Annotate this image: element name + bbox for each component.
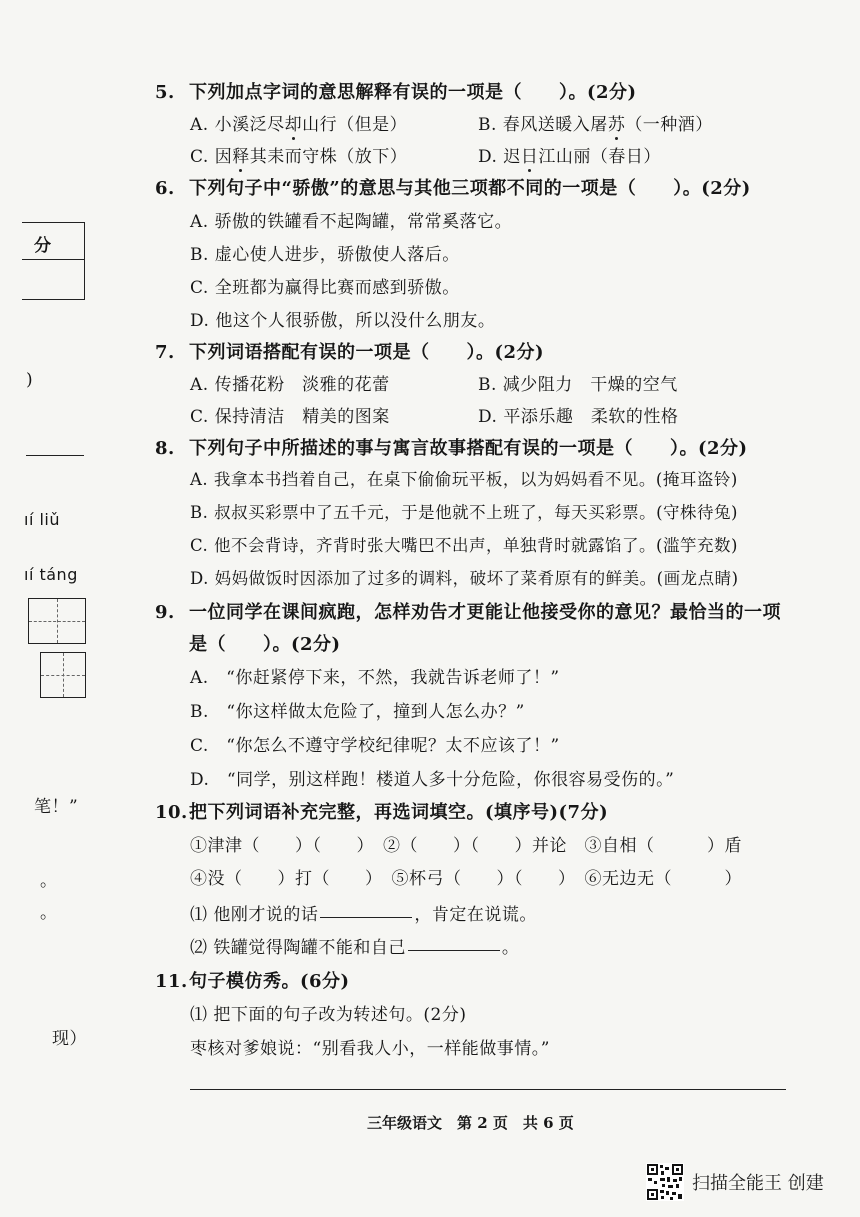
question-11-stem: 句子模仿秀。(6分): [189, 971, 350, 992]
q6-option-d: D. 他这个人很骄傲，所以没什么朋友。: [190, 311, 496, 331]
question-10-stem: 把下列词语补充完整，再选词填空。(填序号)(7分): [189, 802, 609, 823]
score-divider: [22, 259, 84, 260]
question-11-number: 11.: [155, 971, 188, 992]
q10-sentence-1: ⑴ 他刚才说的话 ，肯定在说谎。: [190, 905, 537, 925]
margin-pinyin-1: ıí liǔ: [24, 510, 61, 529]
question-5-number: 5.: [155, 82, 175, 103]
dotted-char: 苏: [607, 115, 626, 135]
q11-sentence: 枣核对爹娘说：“别看我人小，一样能做事情。”: [190, 1039, 550, 1059]
margin-period-1: 。: [40, 871, 58, 891]
question-7-stem: 下列词语搭配有误的一项是（ ）。(2分): [189, 342, 545, 363]
writing-grid-1: [28, 598, 86, 644]
question-9-stem-2: 是（ ）。(2分): [189, 634, 341, 655]
score-box: [22, 222, 85, 300]
question-9: [155, 598, 781, 624]
scanner-watermark: [646, 1163, 824, 1201]
question-6-number: 6.: [155, 178, 175, 199]
score-label: 分: [34, 236, 51, 256]
question-5-stem: 下列加点字词的意思解释有误的一项是（ ）。(2分): [189, 82, 637, 103]
q10-words-row-2: ④没（ ）打（ ） ⑤杯弓（ ）（ ） ⑥无边无（ ）: [190, 869, 742, 889]
qr-code-icon: [646, 1163, 684, 1201]
question-10-number: 10.: [155, 802, 188, 823]
q10-words-row-1: ①津津（ ）（ ） ②（ ）（ ）并论 ③自相（ ）盾: [190, 836, 742, 856]
q9-option-d: D. “同学，别这样跑！楼道人多十分危险，你很容易受伤的。”: [190, 770, 675, 790]
question-6-stem: 下列句子中“骄傲”的意思与其他三项都不同的一项是（ ）。(2分): [189, 178, 751, 199]
q6-option-c: C. 全班都为赢得比赛而感到骄傲。: [190, 278, 460, 298]
margin-period-2: 。: [40, 903, 58, 923]
margin-paren: ): [26, 370, 34, 390]
margin-text-bi: 笔！”: [34, 797, 79, 817]
question-5: [155, 78, 637, 104]
answer-blank[interactable]: [408, 949, 500, 951]
q7-option-b: B. 减少阻力 干燥的空气: [478, 375, 678, 395]
question-8-stem: 下列句子中所描述的事与寓言故事搭配有误的一项是（ ）。(2分): [189, 438, 748, 459]
question-7: [155, 338, 544, 364]
watermark-text: 扫描全能王 创建: [692, 1173, 824, 1194]
question-8-number: 8.: [155, 438, 175, 459]
question-10: [155, 798, 608, 824]
q11-sub-1: ⑴ 把下面的句子改为转述句。(2分): [190, 1005, 467, 1025]
q7-option-a: A. 传播花粉 淡雅的花蕾: [190, 375, 390, 395]
answer-blank[interactable]: [320, 916, 412, 918]
q8-option-b: B. 叔叔买彩票中了五千元，于是他就不上班了，每天买彩票。(守株待兔): [190, 503, 738, 522]
question-9-number: 9.: [155, 602, 175, 623]
dotted-char: 却: [284, 115, 303, 135]
q5-option-a: A. 小溪泛尽却山行（但是）: [190, 115, 408, 135]
q6-option-b: B. 虚心使人进步，骄傲使人落后。: [190, 245, 460, 265]
q8-option-a: A. 我拿本书挡着自己，在桌下偷偷玩平板，以为妈妈看不见。(掩耳盗铃): [190, 470, 738, 489]
margin-line: [26, 455, 84, 456]
question-11: [155, 967, 350, 993]
q5-option-c: C. 因释其耒而守株（放下）: [190, 147, 408, 167]
question-8: [155, 434, 748, 460]
question-7-number: 7.: [155, 342, 175, 363]
dotted-char: 日: [520, 147, 539, 167]
q9-option-b: B. “你这样做太危险了，撞到人怎么办？”: [190, 702, 525, 722]
question-9-stem-1: 一位同学在课间疯跑，怎样劝告才更能让他接受你的意见？最恰当的一项: [189, 602, 781, 623]
margin-pinyin-2: ıí táng: [24, 565, 78, 584]
page-footer: 三年级语文 第 2 页 共 6 页: [367, 1114, 574, 1132]
margin-text-xian: 现）: [52, 1029, 87, 1049]
q8-option-c: C. 他不会背诗，齐背时张大嘴巴不出声，单独背时就露馅了。(滥竽充数): [190, 536, 738, 555]
q8-option-d: D. 妈妈做饭时因添加了过多的调料，破坏了菜肴原有的鲜美。(画龙点睛): [190, 569, 739, 588]
q10-sentence-2: ⑵ 铁罐觉得陶罐不能和自己 。: [190, 938, 520, 958]
q7-option-c: C. 保持清洁 精美的图案: [190, 407, 390, 427]
question-6: [155, 174, 751, 200]
q5-option-d: D. 迟日江山丽（春日）: [478, 147, 661, 167]
q6-option-a: A. 骄傲的铁罐看不起陶罐，常常奚落它。: [190, 212, 513, 232]
q7-option-d: D. 平添乐趣 柔软的性格: [478, 407, 679, 427]
writing-grid-2: [40, 652, 86, 698]
q9-option-a: A. “你赶紧停下来，不然，我就告诉老师了！”: [190, 668, 560, 688]
dotted-char: 释: [232, 147, 250, 167]
answer-line[interactable]: [190, 1089, 786, 1090]
q9-option-c: C. “你怎么不遵守学校纪律呢？太不应该了！”: [190, 736, 560, 756]
q5-option-b: B. 春风送暖入屠苏（一种酒）: [478, 115, 713, 135]
